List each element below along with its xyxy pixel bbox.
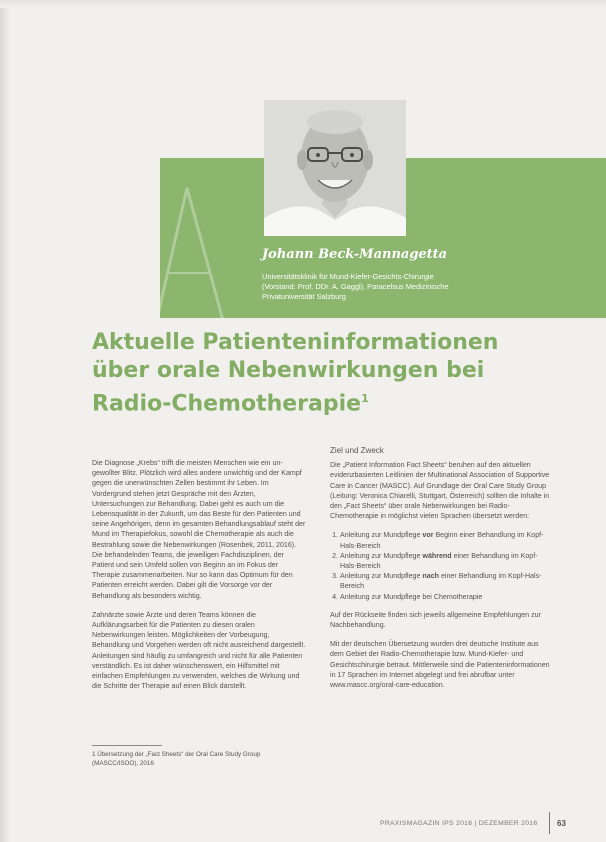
body-paragraph: Die „Patient Information Fact Sheets“ beruhen auf den aktuellen evidenzbasierten Leitlinien der Multinational Association of Supportive Care in Cancer (MASCC). Auf Grundlage der Oral Care Study Group (Leitung: Veronica Chiarelli, Stuttgart, Österreich) sollten die Inhalte in den „Fact Sheets“ über orale Nebenwirkungen bei Radio-Chemotherapie in möglichst vielen Sprachen übersetzt werden: [330,461,550,521]
author-affiliation [262,272,449,303]
page-number: 63 [557,819,566,828]
title-footnote-marker: 1 [361,392,369,405]
list-item-text: einer Behandlung im Kopf-Hals-Bereich [340,551,538,571]
affiliation-line: Universitätsklinik für Mund-Kiefer-Gesichts-Chirurgie [262,272,434,281]
section-heading: Ziel und Zweck [330,446,384,455]
right-column [330,446,550,699]
list-item [340,571,550,591]
left-column [92,458,307,700]
footnote-rule [92,745,162,746]
list-item-emphasis: vor [422,531,434,540]
author-name: Johann Beck-Mannagetta [262,247,448,262]
list-item-text: Anleitung zur Mundpflege [340,572,423,581]
list-item-text: Anleitung zur Mundpflege bei Chemotherapie [340,592,483,601]
title-line [92,385,572,418]
list-item [340,592,550,602]
binding-shadow [0,0,10,842]
footnote: 1 Übersetzung der „Fact Sheets“ der Oral Care Study Group (MASCC/ISOO), 2016 [92,751,261,767]
instruction-list [330,530,550,601]
affiliation-line: (Vorstand: Prof. DDr. A. Gaggl), Paracelsus Medizinische [262,282,449,292]
title-line: über orale Nebenwirkungen bei [92,358,485,383]
title-line-text: Radio-Chemotherapie [92,391,362,417]
list-item-text: Beginn einer Behandlung im Kopf-Hals-Bereich [340,531,544,550]
list-item-emphasis: während [422,551,452,560]
footer-divider [549,812,550,834]
running-footer: PRAXISMAGAZIN IPS 2016 | DEZEMBER 2016 [380,820,538,827]
top-edge-shadow [0,0,606,8]
list-item-text: einer Behandlung im Kopf-Hals-Bereich [340,572,542,591]
body-paragraph: Zahnärzte sowie Ärzte und deren Teams können die Aufklärungsarbeit für die Patienten zu diesen oralen Nebenwirkungen leisten. Möglichkeiten der Vorbeugung, Behandlung und Vorgehen werden oft nicht ausreichend dargestellt. Anleitungen sind häufig zu umfangreich und nicht für alle Patienten verständlich. Es ist daher wünschenswert, ein Hilfsmittel mit einfachen Empfehlungen zu verwenden, welches die Wirkung und die Schritte der Therapie auf einen Blick darstellt. [92,610,306,691]
body-paragraph: Die Diagnose „Krebs“ trifft die meisten Menschen wie ein un-gewollter Blitz. Plötzlich wird alles andere unwichtig und der Kampf gegen die unerwünschten Zellen bestimmt ihr Leben. Im Vordergrund stehen jetzt Gespräche mit den Ärzten, Untersuchungen zur Behandlung. Dabei geht es auch um die Lebensqualität in der Zukunft, um das Beste für den Patienten und seine Angehörigen, denn im gesamten Behandlungsablauf steht der Mund im Therapiefokus, sowohl die Chemotherapie als auch die Bestrahlung sowie die Nebenwirkungen (Rosenbek, 2011, 2016). Die behandelnden Teams, die jeweiligen Fachdisziplinen, der Patient und sein Umfeld sollen von Beginn an im Fokus der Therapie zusammenarbeiten. Nur so kann das Optimum für den Patienten erreicht werden. Dabei gilt die Vorsorge vor der Behandlung als besonders wichtig. [92,459,306,600]
author-portrait [264,100,406,236]
body-paragraph: Auf der Rückseite finden sich jeweils allgemeine Empfehlungen zur Nachbehandlung. [330,610,541,630]
title-line: Aktuelle Patienteninformationen [92,330,499,355]
list-item-text: Anleitung zur Mundpflege [340,531,423,540]
body-paragraph: Mit der deutschen Übersetzung wurden drei deutsche Institute aus dem Gebiet der Radio-Chemotherapie bzw. Mund-Kiefer- und Gesichtschirurgie betraut. Mittlerweile sind die Patienteninformationen in 17 Sprachen im Internet abgelegt und frei abrufbar unter www.mascc.org/oral-care-education. [330,640,550,690]
article-title [92,329,572,418]
list-item-text: Anleitung zur Mundpflege [340,551,423,560]
decorative-initial-graphic [145,178,235,338]
affiliation-line: Privatuniversität Salzburg [262,292,346,302]
list-item-emphasis: nach [422,572,439,581]
list-item [340,551,550,571]
list-item [340,530,550,550]
